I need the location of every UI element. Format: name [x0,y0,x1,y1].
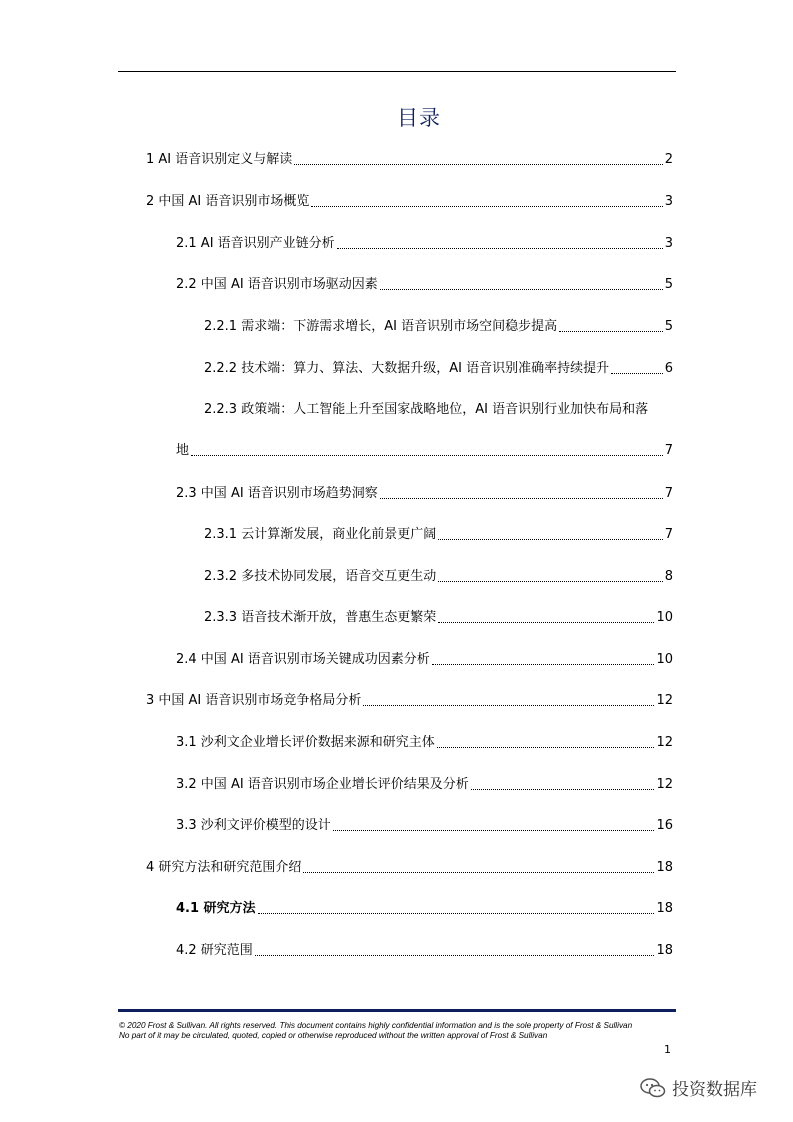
toc-entry-3[interactable]: 3 中国 AI 语音识别市场竞争格局分析 12 [146,693,673,708]
toc-entry-1[interactable]: 1 AI 语音识别定义与解读 2 [146,152,673,167]
watermark [640,1075,757,1100]
toc-entry-2-2-1[interactable]: 2.2.1 需求端：下游需求增长，AI 语音识别市场空间稳步提高 5 [204,319,673,334]
toc-entry-2-2-3[interactable]: 地 7 [176,443,673,458]
toc-entry-3-3[interactable]: 3.3 沙利文评价模型的设计 16 [176,818,673,833]
toc-entry-2-2[interactable]: 2.2 中国 AI 语音识别市场驱动因素 5 [176,277,673,292]
toc-entry-3-2[interactable]: 3.2 中国 AI 语音识别市场企业增长评价结果及分析 12 [176,777,673,792]
toc-entry-2-3-3[interactable]: 2.3.3 语音技术渐开放，普惠生态更繁荣 10 [204,610,673,625]
toc-entry-3-1[interactable]: 3.1 沙利文企业增长评价数据来源和研究主体 12 [176,735,673,750]
toc-entry-4[interactable]: 4 研究方法和研究范围介绍 18 [146,860,673,875]
toc-entry-4-2[interactable]: 4.2 研究范围 18 [176,943,673,958]
toc-entry-2-2-2[interactable]: 2.2.2 技术端：算力、算法、大数据升级，AI 语音识别准确率持续提升 6 [204,361,673,376]
header-rule [118,71,676,72]
toc-entry-2[interactable]: 2 中国 AI 语音识别市场概览 3 [146,194,673,209]
toc-entry-2-3-1[interactable]: 2.3.1 云计算渐发展，商业化前景更广阔 7 [204,527,673,542]
toc-entry-2-3[interactable]: 2.3 中国 AI 语音识别市场趋势洞察 7 [176,486,673,501]
page-number: 1 [664,1043,671,1056]
toc-entry-2-4[interactable]: 2.4 中国 AI 语音识别市场关键成功因素分析 10 [176,652,673,667]
footer-rule [118,1009,676,1012]
toc-entry-2-3-2[interactable]: 2.3.2 多技术协同发展，语音交互更生动 8 [204,569,673,584]
toc-entry-4-1[interactable]: 4.1 研究方法 18 [176,901,673,916]
watermark-text: 投资数据库 [672,1080,757,1100]
page-title: 目录 [397,106,441,130]
copyright-notice [119,1021,679,1041]
copyright-line-1: © 2020 Frost & Sullivan. All rights reserved. This document contains highly confidential information and is the sole property of Frost & Sullivan [119,1021,633,1030]
copyright-line-2: No part of it may be circulated, quoted, copied or otherwise reproduced without the written approval of Frost & Sullivan [119,1031,548,1040]
toc-entry-2-2-3-label[interactable]: 2.2.3 政策端：人工智能上升至国家战略地位，AI 语音识别行业加快布局和落 [204,402,649,417]
toc-entry-2-1[interactable]: 2.1 AI 语音识别产业链分析 3 [176,236,673,251]
wechat-icon [640,1077,666,1099]
